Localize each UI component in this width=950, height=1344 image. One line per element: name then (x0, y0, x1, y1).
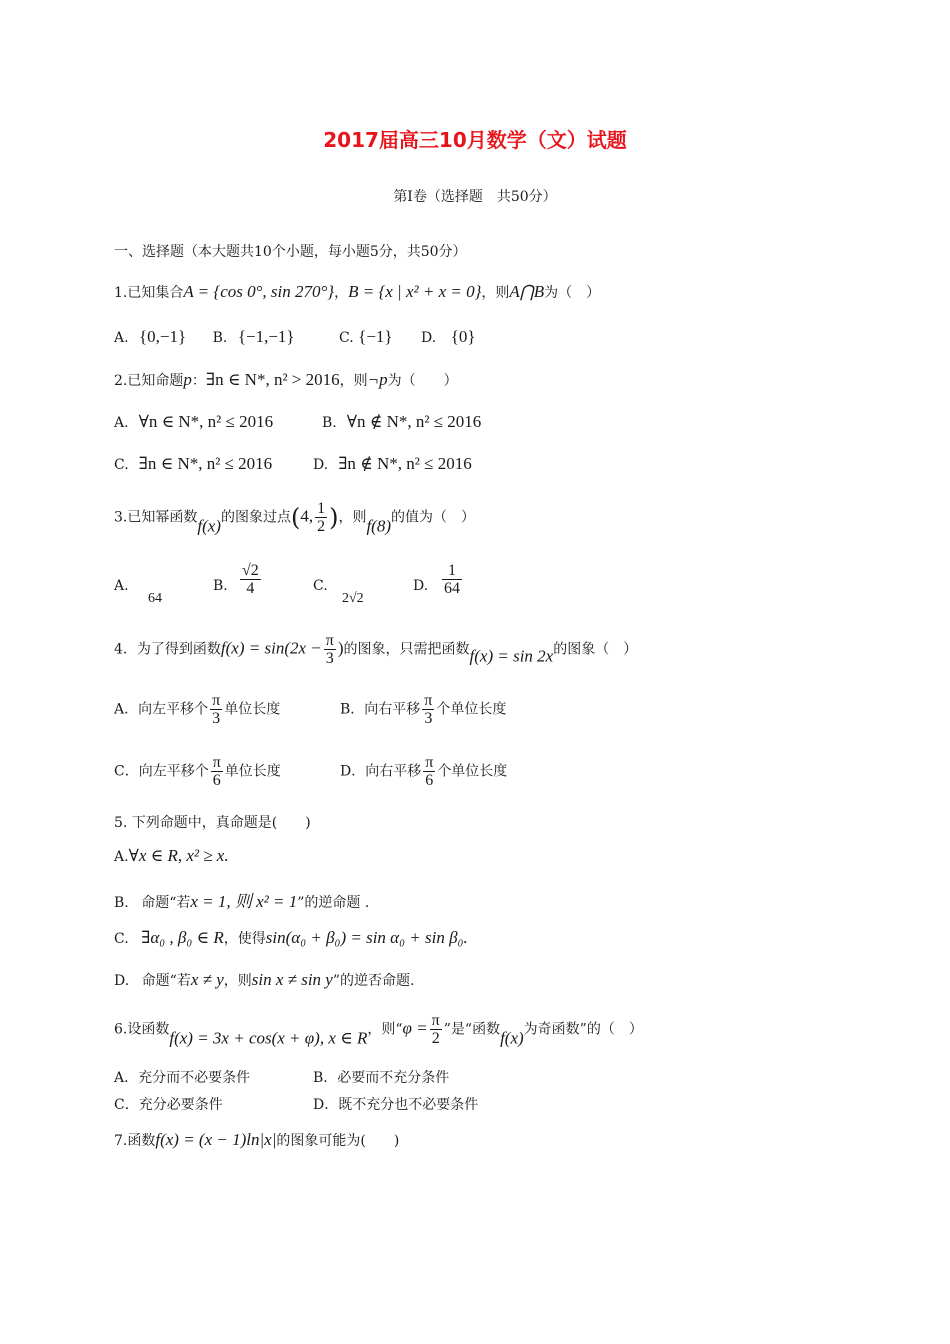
q2-c: ∃n ∈ N*, n² ≤ 2016 (138, 454, 273, 473)
q3-fx: f(x) (197, 516, 221, 536)
q3-mid: 的图象过点 (220, 509, 291, 526)
q2-option-d (313, 454, 472, 474)
q6-pn: π (431, 1012, 440, 1029)
q2-neg: ¬p (367, 370, 388, 389)
q4-c-d: 6 (212, 772, 221, 789)
q4-c-label: C． (114, 763, 139, 780)
q5-c-b: sin(α₀ + β₀) = sin α₀ + sin β₀. (265, 928, 468, 947)
question-2 (114, 370, 458, 390)
q4-frac (324, 632, 336, 667)
q2-d: ∃n ∉ N*, n² ≤ 2016 (338, 454, 472, 473)
q4-option-c (114, 754, 281, 789)
q5-d-label: D. (114, 973, 130, 989)
q4-a-label: A． (114, 701, 139, 718)
q3-pd: 2 (317, 518, 326, 535)
q4-pid: 3 (325, 650, 334, 667)
q6-a-label: A． (114, 1070, 139, 1086)
q6-d-label: D． (313, 1097, 339, 1113)
q3-option-c-label: C. (313, 578, 328, 594)
q5-a-label: A. (114, 849, 129, 865)
q4-d-post: 个单位长度 (437, 763, 508, 780)
q4-a-n: π (212, 692, 221, 709)
section-heading: 一、选择题（本大题共10个小题，每小题5分，共50分） (114, 244, 467, 260)
question-4 (114, 632, 637, 667)
q6-b: 必要而不充分条件 (337, 1070, 450, 1086)
q3-option-b-label: B. (213, 578, 228, 594)
q2-then: ，则 (339, 373, 368, 389)
q6-pre: 6.设函数 (114, 1021, 170, 1038)
q4-mid: 的图象，只需把函数 (343, 641, 470, 658)
q4-d-label: D． (340, 763, 366, 780)
q5-c-label: C. (114, 931, 129, 947)
q1-then: ，则 (481, 285, 510, 301)
q5-c-a: ∃α₀ , β₀ ∈ R (141, 928, 224, 947)
q5-a: ∀x ∈ R, x² ≥ x. (128, 846, 229, 865)
q2-option-a (114, 412, 273, 432)
q6-frac (430, 1012, 442, 1047)
q3-point-y (315, 500, 327, 535)
q5-option-c (114, 928, 468, 948)
q6-b-label: B． (313, 1070, 338, 1086)
q4-c-n: π (212, 754, 221, 771)
q5-d-m1: x ≠ y (190, 970, 224, 989)
q3-dn: 1 (442, 562, 462, 580)
q3-tail: 的值为（ ） (391, 509, 475, 526)
q1-b-label: B. (212, 330, 228, 346)
q4-option-a (114, 692, 280, 727)
q6-c: 充分必要条件 (138, 1097, 223, 1113)
q4-a-d: 3 (212, 710, 221, 727)
q1-a-label: A. (114, 330, 129, 346)
q1-expr: A⋂B (509, 282, 545, 301)
q1-tail: 为（ ） (544, 285, 601, 301)
q4-b-post: 个单位长度 (436, 701, 507, 718)
q3-paren-close: ) (329, 503, 339, 532)
q4-option-b (340, 692, 506, 727)
q3-option-b (238, 562, 263, 597)
q4-f2: f(x) = sin 2x (469, 646, 554, 666)
q3-f8: f(8) (366, 516, 391, 536)
q4-pre: 4．为了得到函数 (114, 641, 221, 658)
q3-option-c: 2√2 (342, 591, 364, 606)
q4-b-label: B． (340, 701, 365, 718)
q3-bn: √2 (242, 562, 259, 579)
q5-d-m2: sin x ≠ sin y (251, 970, 333, 989)
q6-d: 既不充分也不必要条件 (338, 1097, 479, 1113)
q5-d-post: ”的逆否命题. (332, 973, 415, 989)
q6-f: f(x) = 3x + cos(x + φ), x ∈ R (169, 1028, 368, 1048)
q3-pre: 3.已知幂函数 (114, 509, 198, 526)
q5-d-pre: 命题“若 (141, 973, 191, 989)
q5-d-mid: ，则 (223, 973, 252, 989)
q1-pre: 1.已知集合 (114, 285, 184, 301)
q5-option-d (114, 970, 414, 990)
q4-b-d: 3 (424, 710, 433, 727)
q3-option-d-label: D. (413, 578, 429, 594)
q3-point-x: 4, (300, 506, 314, 526)
q2-option-c (114, 454, 272, 474)
q4-c-pre: 向左平移个 (138, 763, 209, 780)
q7-f: f(x) = (x − 1)ln|x| (155, 1130, 277, 1149)
q3-bd: 4 (246, 580, 255, 597)
q2-a: ∀n ∈ N*, n² ≤ 2016 (138, 412, 274, 431)
q2-colon: ： (191, 373, 206, 389)
q2-pre: 2.已知命题 (114, 373, 184, 389)
q1-c-label: C. (339, 330, 354, 346)
q6-fx: f(x) (500, 1028, 524, 1048)
q5-b-math: x = 1, 则 x² = 1 (190, 892, 298, 911)
q1-c: {−1} (358, 327, 393, 346)
q2-b-label: B. (322, 415, 337, 431)
q4-d-n: π (425, 754, 434, 771)
q5-b-pre: 命题“若 (141, 895, 191, 911)
q1-mid: ， (334, 285, 349, 301)
q3-then: ，则 (338, 509, 367, 526)
q4-tail: 的图象（ ） (553, 641, 638, 658)
q2-d-label: D. (313, 457, 329, 473)
q2-p: p (183, 370, 192, 389)
q6-option-b (313, 1067, 449, 1087)
q4-b-n: π (424, 692, 433, 709)
q1-d-label: D. (421, 330, 437, 346)
q7-tail: 的图象可能为( ) (276, 1133, 400, 1149)
q4-a-post: 单位长度 (224, 701, 281, 718)
question-6 (114, 1012, 643, 1049)
question-1 (114, 282, 600, 302)
q3-option-d (440, 562, 464, 597)
q1-set-b: B = {x | x² + x = 0} (348, 282, 482, 301)
q3-option-a-label: A. (114, 578, 129, 594)
q5-option-a (114, 846, 229, 866)
q4-d-d: 6 (425, 772, 434, 789)
question-3 (114, 500, 475, 537)
q7-pre: 7.函数 (114, 1133, 156, 1149)
q4-d-pre: 向右平移 (365, 763, 422, 780)
q6-mid: ”是“函数 (443, 1021, 501, 1038)
q6-c-label: C． (114, 1097, 139, 1113)
q6-option-c (114, 1094, 223, 1114)
q1-options (114, 327, 476, 347)
q2-option-b (322, 412, 481, 432)
q1-d: {0} (450, 327, 476, 346)
q2-stmt: ∃n ∈ N*, n² > 2016 (205, 370, 340, 389)
q5-c-mid: ，使得 (223, 931, 266, 947)
q4-b-pre: 向右平移 (364, 701, 421, 718)
q5-option-b (114, 887, 369, 912)
q3-pn: 1 (317, 500, 326, 517)
q5-b-post: ”的逆命题 . (297, 895, 370, 911)
q2-a-label: A. (114, 415, 129, 431)
q4-c-post: 单位长度 (224, 763, 281, 780)
q4-pin: π (325, 632, 334, 649)
question-7 (114, 1130, 399, 1150)
q2-b: ∀n ∉ N*, n² ≤ 2016 (346, 412, 482, 431)
q6-tail: 为奇函数”的（ ） (523, 1021, 643, 1038)
q1-set-a: A = {cos 0°, sin 270°} (183, 282, 335, 301)
question-5: 5. 下列命题中，真命题是( ) (114, 815, 311, 831)
q4-f1-end: ) (337, 638, 344, 658)
q2-c-label: C. (114, 457, 129, 473)
q1-a: {0,−1} (139, 327, 187, 346)
q6-option-d (313, 1094, 478, 1114)
q4-option-d (340, 754, 507, 789)
q3-paren-open: ( (290, 503, 301, 532)
q6-option-a (114, 1067, 250, 1087)
exam-title: 2017届高三10月数学（文）试题 (323, 128, 627, 152)
q3-option-a: 64 (148, 591, 162, 606)
q4-f1: f(x) = sin(2x − (220, 638, 322, 658)
q3-dd: 64 (444, 580, 460, 597)
q1-b: {−1,−1} (237, 327, 295, 346)
q5-b-label: B. (114, 895, 129, 911)
q6-pd: 2 (431, 1030, 440, 1047)
q6-then: ，则“ (367, 1021, 403, 1038)
volume-subtitle: 第Ⅰ卷（选择题 共50分） (393, 189, 557, 205)
q4-a-pre: 向左平移个 (138, 701, 209, 718)
q2-tail: 为（ ） (387, 373, 458, 389)
q6-a: 充分而不必要条件 (138, 1070, 251, 1086)
q6-phi: φ = (402, 1018, 428, 1038)
